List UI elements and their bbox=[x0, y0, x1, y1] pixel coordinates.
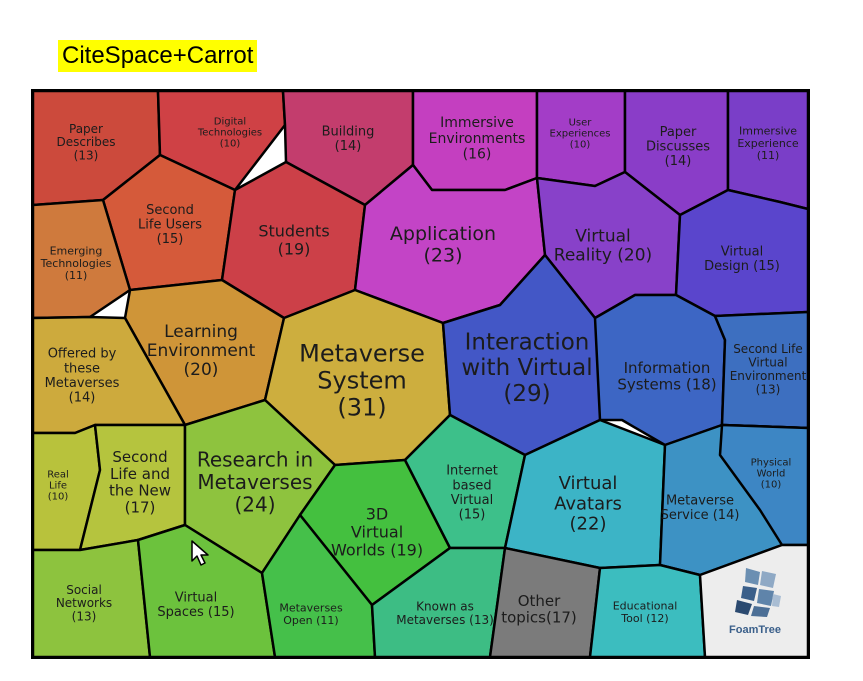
cluster-label-line: (14) bbox=[664, 154, 692, 170]
cluster-label-line: (10) bbox=[219, 138, 241, 150]
cluster-label-line: (15) bbox=[458, 507, 486, 523]
cluster-label-line: Describes bbox=[56, 135, 116, 150]
cluster-label-line: Avatars bbox=[554, 493, 622, 515]
cluster-label-line: (13) bbox=[73, 148, 99, 163]
cluster-label-line: (10) bbox=[760, 479, 782, 491]
cluster-label bbox=[617, 359, 716, 394]
cluster-label-line: Immersive bbox=[440, 115, 514, 132]
cluster-label-line: (10) bbox=[569, 139, 591, 151]
cluster-label-line: Technologies bbox=[40, 256, 112, 270]
cluster-label-line: (16) bbox=[462, 146, 492, 163]
cluster-label-line: Networks bbox=[55, 596, 113, 611]
cluster-label-line: these bbox=[63, 361, 101, 377]
cluster-label-line: Metaverses bbox=[44, 375, 120, 391]
cluster-label-line: 3D bbox=[365, 504, 389, 524]
cluster-label-line: Second bbox=[146, 203, 194, 218]
cluster-label-line: Social bbox=[66, 582, 102, 597]
cluster-label-line: Life bbox=[48, 480, 68, 492]
cluster-label-line: Application bbox=[389, 223, 497, 245]
cluster-label-line: Known as bbox=[416, 599, 474, 614]
cluster-label-line: Worlds (19) bbox=[330, 540, 424, 560]
cluster-label-line: Research in bbox=[196, 447, 314, 472]
cluster-label-line: Experience bbox=[737, 136, 799, 150]
cluster-label-line: (24) bbox=[234, 492, 276, 517]
chart-title: CiteSpace+Carrot bbox=[58, 40, 257, 72]
cluster-label-line: Metaverses (13) bbox=[396, 612, 494, 627]
cluster-label-line: Emerging bbox=[49, 244, 103, 258]
cluster-label-line: Offered by bbox=[47, 346, 117, 362]
cluster-label-line: Environments bbox=[428, 130, 526, 147]
cluster-label bbox=[661, 493, 740, 523]
cluster-label-line: Learning bbox=[164, 321, 238, 342]
cluster-label-line: Virtual bbox=[558, 473, 618, 495]
cluster-label-line: (10) bbox=[47, 491, 69, 503]
cluster-label-line: Service (14) bbox=[660, 507, 740, 523]
cluster-label-line: (14) bbox=[68, 390, 96, 406]
cluster-label-line: Virtual bbox=[450, 492, 494, 508]
cluster-label-line: Open (11) bbox=[283, 614, 339, 627]
cluster-label bbox=[613, 600, 678, 625]
cluster-label-line: Building bbox=[321, 124, 375, 140]
cluster-label-line: topics(17) bbox=[501, 608, 577, 627]
cluster-label-line: Second Life bbox=[733, 342, 803, 356]
cluster-label-line: Experiences bbox=[549, 128, 611, 140]
cluster-label-line: Reality (20) bbox=[553, 245, 653, 266]
cluster-label-line: Other bbox=[517, 591, 561, 610]
cluster-label-line: World bbox=[756, 468, 786, 480]
cluster-label-line: Paper bbox=[69, 121, 103, 136]
cluster-label-line: Physical bbox=[750, 457, 792, 469]
cluster-label-line: (31) bbox=[337, 393, 387, 422]
cluster-label-line: Metaverse bbox=[299, 339, 425, 368]
cluster-label-line: Systems (18) bbox=[617, 375, 717, 394]
cluster-label-line: (11) bbox=[756, 149, 780, 163]
cluster-label-line: Virtual bbox=[575, 226, 631, 247]
cluster-label-line: Technologies bbox=[197, 127, 263, 139]
cluster-label-line: (17) bbox=[124, 498, 156, 517]
cluster-label-line: Environment bbox=[146, 340, 256, 361]
cluster-label-line: Discusses bbox=[645, 139, 711, 155]
cluster-label-line: Life Users bbox=[138, 217, 202, 233]
cluster-label-line: Virtual bbox=[174, 590, 218, 606]
cluster-label-line: Life and bbox=[109, 464, 171, 483]
cluster-label-line: Design (15) bbox=[704, 258, 780, 274]
cluster-label-line: (22) bbox=[569, 513, 607, 535]
cluster-label-line: Interaction bbox=[464, 329, 590, 356]
cluster-label-line: (13) bbox=[755, 382, 781, 397]
cluster-label-line: Second bbox=[112, 448, 168, 467]
cluster-label-line: Digital bbox=[213, 116, 247, 128]
cluster-label-line: System bbox=[317, 366, 407, 395]
cluster-label-line: Virtual bbox=[748, 355, 788, 370]
cluster-label-line: Information bbox=[623, 358, 711, 377]
cluster-label-line: Metaverses bbox=[279, 601, 343, 615]
cluster-label-line: Environment bbox=[729, 368, 807, 383]
cluster-label-line: Paper bbox=[659, 125, 697, 140]
cluster-label-line: Real bbox=[47, 469, 69, 481]
cluster-label-line: Internet bbox=[446, 463, 498, 479]
cluster-label-line: Metaverse bbox=[665, 493, 735, 509]
cluster-label bbox=[47, 469, 69, 502]
cluster-label-line: Immersive bbox=[738, 124, 798, 138]
cluster-label-line: Tool (12) bbox=[621, 612, 669, 625]
mouse-cursor-icon bbox=[191, 540, 213, 568]
foamtree-logo-text: FoamTree bbox=[729, 624, 781, 636]
cluster-label-line: (29) bbox=[503, 380, 551, 407]
cluster-label-line: (20) bbox=[183, 360, 219, 380]
cluster-label-line: (11) bbox=[64, 269, 88, 283]
cluster-label-line: Spaces (15) bbox=[157, 604, 235, 620]
cluster-label-line: (13) bbox=[71, 609, 97, 624]
cluster-label-line: User bbox=[568, 117, 592, 129]
cluster-label bbox=[279, 602, 343, 627]
cluster-label-line: (23) bbox=[423, 244, 463, 267]
cluster-label-line: Students bbox=[258, 221, 330, 241]
cluster-label-line: Virtual bbox=[350, 522, 404, 542]
cluster-label-line: Educational bbox=[612, 599, 678, 613]
cluster-label-line: based bbox=[452, 478, 492, 494]
cluster-label-line: Metaverses bbox=[197, 470, 313, 494]
cluster-label-line: (14) bbox=[334, 138, 362, 154]
cluster-label-line: Virtual bbox=[720, 244, 764, 260]
cluster-label-line: (19) bbox=[277, 239, 311, 259]
cluster-label-line: the New bbox=[108, 481, 172, 500]
cluster-label-line: (15) bbox=[156, 232, 184, 248]
cluster-label-line: with Virtual bbox=[461, 355, 593, 382]
